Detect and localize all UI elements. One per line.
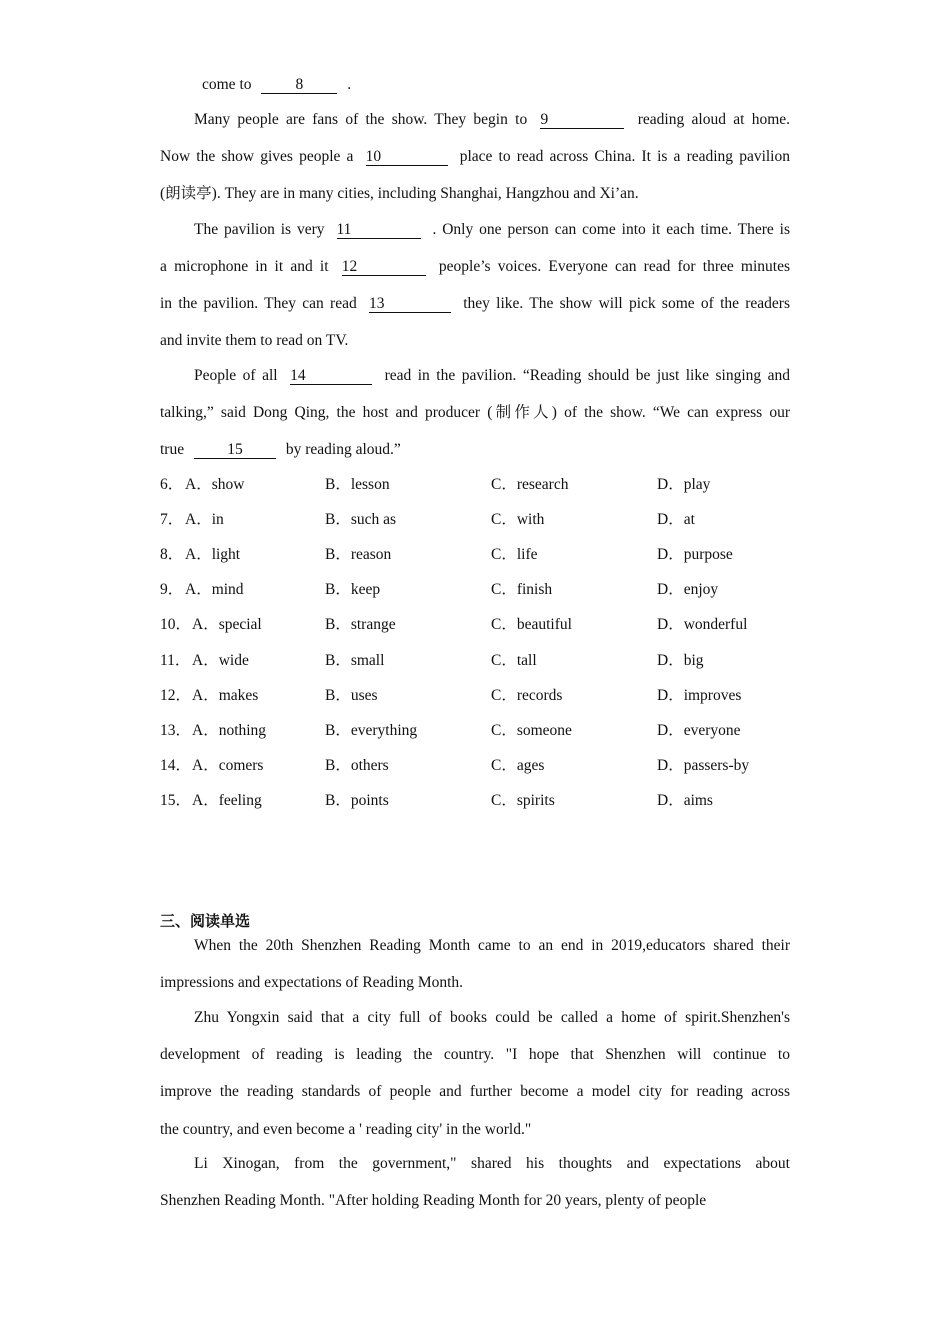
question-number: 10． <box>160 616 192 634</box>
option-a: A．wide <box>192 651 249 669</box>
option-c: C．tall <box>491 651 537 669</box>
question-number: 15． <box>160 791 192 809</box>
text-segment: improve the reading standards of people and further become a model city for reading across <box>160 1083 790 1100</box>
option-a: A．special <box>192 616 262 634</box>
text-segment: by reading aloud.” <box>285 441 401 458</box>
text-line <box>160 1007 790 1029</box>
question-number: 6． <box>160 476 184 493</box>
text-segment: reading aloud at home. <box>637 111 790 128</box>
text-line <box>160 972 790 994</box>
text-segment: (朗读亭). They are in many cities, including Shanghai, Hangzhou and Xi’an. <box>160 185 639 202</box>
option-b: B．strange <box>325 616 396 634</box>
text-line <box>160 219 790 241</box>
text-segment: The pavilion is very <box>194 221 325 238</box>
text-line <box>160 183 790 205</box>
option-d: D．passers-by <box>657 756 750 774</box>
text-segment: . <box>347 76 352 93</box>
option-b: B．lesson <box>325 476 390 493</box>
option-d: D．aims <box>657 791 713 809</box>
text-segment: in the pavilion. They can read <box>160 295 357 312</box>
option-d: D．at <box>657 511 695 529</box>
option-b: B．uses <box>325 686 378 704</box>
option-a: A．light <box>185 546 241 564</box>
option-b: B．small <box>325 651 385 669</box>
question-number: 11． <box>160 651 191 669</box>
option-a: A．comers <box>192 756 264 774</box>
text-segment: Zhu Yongxin said that a city full of books could be called a home of spirit.Shenzhen's <box>194 1009 790 1026</box>
option-c: C．someone <box>491 721 572 739</box>
text-line <box>160 256 790 278</box>
text-segment: and invite them to read on TV. <box>160 332 349 349</box>
text-line <box>160 146 790 168</box>
option-b: B．keep <box>325 581 381 599</box>
option-d: D．improves <box>657 686 742 704</box>
option-c: C．spirits <box>491 791 555 809</box>
option-c: C．life <box>491 546 538 564</box>
text-segment: Many people are fans of the show. They begin to <box>194 111 528 128</box>
option-a: A．in <box>185 511 224 529</box>
text-segment: talking,” said Dong Qing, the host and producer (制作人) of the show. “We can express our <box>160 404 790 421</box>
text-line <box>160 1190 790 1212</box>
text-segment: Now the show gives people a <box>160 148 354 165</box>
text-line <box>160 293 790 315</box>
option-b: B．everything <box>325 721 418 739</box>
text-line <box>160 330 790 352</box>
option-c: C．ages <box>491 756 545 774</box>
question-number: 7． <box>160 511 184 529</box>
option-c: C．records <box>491 686 563 704</box>
section-heading: 三、阅读单选 <box>160 912 251 930</box>
answer-blank: 8 <box>261 76 337 94</box>
answer-blank: 10 <box>366 148 448 166</box>
text-line <box>160 74 790 96</box>
text-line <box>160 1081 790 1103</box>
answer-blank: 14 <box>290 367 372 385</box>
text-segment: true <box>160 441 185 458</box>
text-segment: the country, and even become a ' reading city' in the world." <box>160 1121 532 1138</box>
text-segment: Li Xinogan, from the government," shared his thoughts and expectations about <box>194 1155 790 1172</box>
answer-blank: 13 <box>369 295 451 313</box>
text-segment: impressions and expectations of Reading Month. <box>160 974 464 991</box>
option-d: D．wonderful <box>657 616 748 634</box>
text-line <box>160 1119 790 1141</box>
option-c: C．beautiful <box>491 616 572 634</box>
option-b: B．reason <box>325 546 392 564</box>
answer-blank: 9 <box>540 111 624 129</box>
text-segment: they like. The show will pick some of the readers <box>463 295 791 312</box>
question-number: 13． <box>160 721 192 739</box>
text-segment: people’s voices. Everyone can read for three minutes <box>438 258 791 275</box>
option-b: B．such as <box>325 511 397 529</box>
option-d: D．big <box>657 651 704 669</box>
text-segment: place to read across China. It is a reading pavilion <box>459 148 790 165</box>
text-line <box>160 109 790 131</box>
text-line <box>160 365 790 387</box>
option-a: A．feeling <box>192 791 262 809</box>
question-number: 9． <box>160 581 184 599</box>
text-line <box>160 439 790 461</box>
question-number: 14． <box>160 756 192 774</box>
option-c: C．with <box>491 511 545 529</box>
answer-blank: 15 <box>194 441 276 459</box>
option-d: D．play <box>657 476 711 493</box>
option-a: A．nothing <box>192 721 267 739</box>
text-segment: development of reading is leading the country. "I hope that Shenzhen will continue to <box>160 1046 790 1063</box>
option-d: D．purpose <box>657 546 733 564</box>
question-number: 12． <box>160 686 192 704</box>
text-line <box>160 1044 790 1066</box>
option-a: A．mind <box>185 581 244 599</box>
text-line <box>160 935 790 957</box>
option-a: A．makes <box>192 686 259 704</box>
text-segment: read in the pavilion. “Reading should be just like singing and <box>384 367 791 384</box>
question-number: 8． <box>160 546 184 564</box>
option-d: D．everyone <box>657 721 741 739</box>
text-line <box>160 402 790 424</box>
text-segment: People of all <box>194 367 278 384</box>
text-segment: When the 20th Shenzhen Reading Month came to an end in 2019,educators shared their <box>194 937 790 954</box>
text-segment: come to <box>202 76 252 93</box>
option-a: A．show <box>185 476 245 493</box>
text-segment: Shenzhen Reading Month. "After holding Reading Month for 20 years, plenty of people <box>160 1192 707 1209</box>
text-line <box>160 1153 790 1175</box>
option-b: B．others <box>325 756 389 774</box>
answer-blank: 11 <box>337 221 421 239</box>
option-c: C．research <box>491 476 569 493</box>
option-d: D．enjoy <box>657 581 719 599</box>
option-b: B．points <box>325 791 389 809</box>
option-c: C．finish <box>491 581 553 599</box>
text-segment: a microphone in it and it <box>160 258 329 275</box>
answer-blank: 12 <box>342 258 426 276</box>
text-segment: . Only one person can come into it each time. There is <box>432 221 791 238</box>
